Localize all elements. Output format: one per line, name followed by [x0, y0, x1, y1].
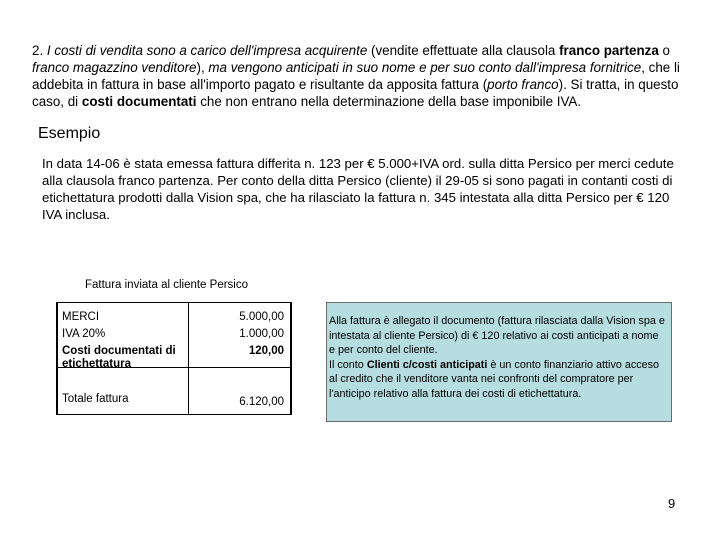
intro-italic-3: ma vengono anticipati in suo nome e per suo conto dall'impresa fornitrice [208, 60, 642, 75]
invoice-table [56, 302, 292, 415]
intro-text-3: ), [196, 60, 209, 75]
example-text: In data 14-06 è stata emessa fattura differita n. 123 per € 5.000+IVA ord. sulla ditta Persico per merci cedute alla clausola franco partenza. Per conto della ditta Persico (cliente) il 29-05 si sono pagati in contanti costi di etichettatura prodotti dalla Vision spa, che ha rilasciato la fattura n. 345 intestata alla ditta Persico per € 120 IVA inclusa. [42, 156, 674, 222]
invoice-column-divider [188, 303, 189, 414]
invoice-value-merci: 5.000,00 [239, 311, 284, 323]
note-bold-account: Clienti c/costi anticipati [366, 358, 488, 371]
note-paragraph-1: Alla fattura è allegato il documento (fattura rilasciata dalla Vision spa e intestata al cliente Persico) di € 120 relativo ai costi anticipati a nome e per conto del cliente. [329, 315, 665, 357]
page-number: 9 [668, 496, 676, 511]
example-paragraph [42, 155, 682, 223]
invoice-labels [62, 309, 186, 371]
invoice-values [194, 309, 284, 360]
intro-italic-1: I costi di vendita sono a carico dell'impresa acquirente [46, 43, 368, 58]
intro-text-2: o [658, 43, 670, 58]
note-text-1: Il conto [329, 358, 367, 371]
invoice-label-iva: IVA 20% [62, 328, 106, 340]
invoice-value-iva: 1.000,00 [239, 328, 284, 340]
invoice-label-costi: Costi documentati di etichettatura [62, 345, 176, 370]
intro-text-6: che non entrano nella determinazione della base imponibile IVA. [196, 94, 582, 109]
intro-paragraph [32, 42, 700, 110]
intro-italic-2: franco magazzino venditore [32, 60, 197, 75]
invoice-total-label: Totale fattura [62, 393, 129, 405]
intro-text-4: , che li addebita in fattura in base all'importo pagato e risultante da apposita fattura ( [32, 60, 680, 92]
note-text-2: è un conto finanziario attivo acceso al credito che il venditore vanta nei confronti del compratore per l'anticipo relativo alla fattura dei costi di etichettatura. [329, 358, 660, 400]
invoice-total-value: 6.120,00 [239, 396, 284, 408]
intro-italic-porto-franco: porto franco [487, 77, 559, 92]
invoice-caption: Fattura inviata al cliente Persico [85, 279, 248, 291]
example-heading: Esempio [38, 125, 101, 142]
note-box [326, 302, 672, 422]
invoice-value-costi: 120,00 [248, 345, 284, 357]
intro-bold-costi-documentati: costi documentati [81, 94, 197, 109]
invoice-label-merci: MERCI [62, 311, 100, 323]
intro-bold-franco-partenza: franco partenza [559, 43, 659, 58]
intro-number: 2. [32, 43, 47, 58]
intro-text-5: ). Si tratta, in questo caso, di [32, 77, 679, 109]
note-paragraph-2 [329, 358, 667, 402]
intro-text-1: (vendite effettuate alla clausola [367, 43, 560, 58]
